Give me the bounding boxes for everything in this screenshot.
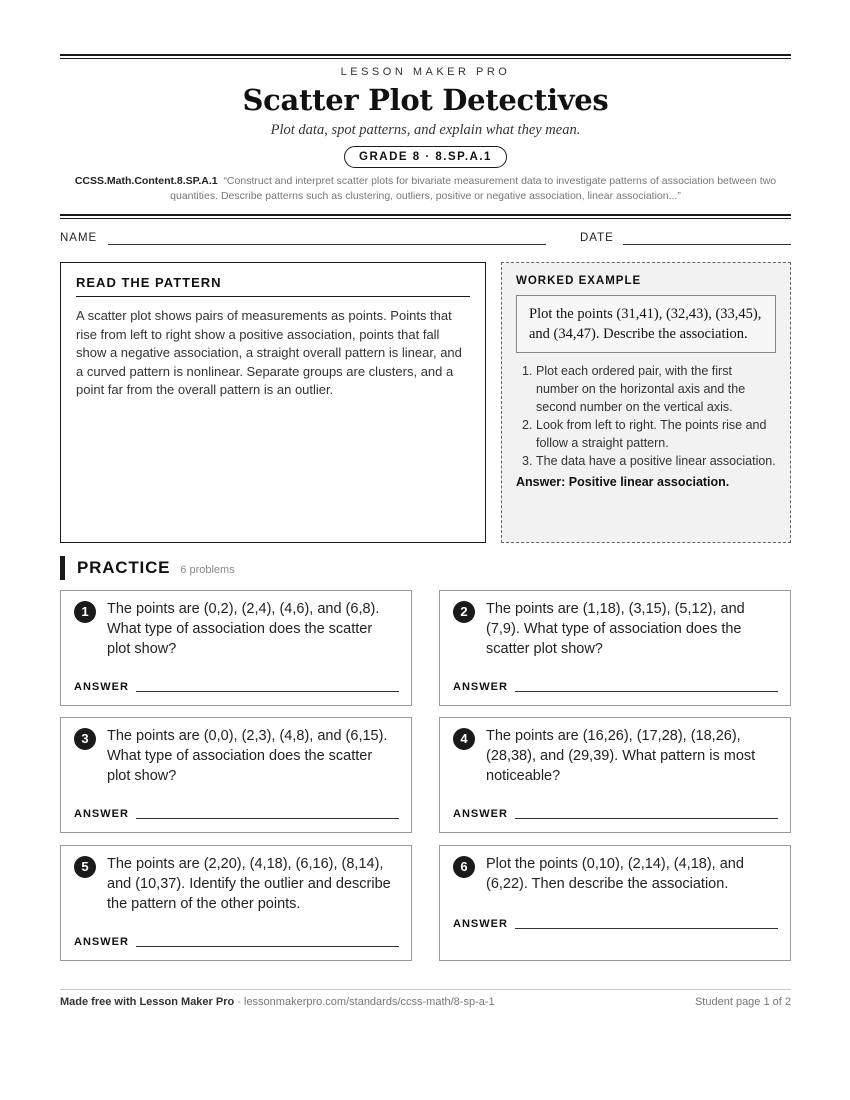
problem-text: The points are (16,26), (17,28), (18,26), (28,38), and (29,39). What pattern is most noticeable?: [486, 728, 756, 784]
answer-label: ANSWER: [74, 936, 129, 948]
problem-number-badge: 5: [74, 856, 96, 878]
problem-number-badge: 3: [74, 728, 96, 750]
answer-field[interactable]: [515, 818, 778, 819]
standard-text: “Construct and interpret scatter plots for bivariate measurement data to investigate patterns of association between two quantities. Describe patterns such as clustering, outliers, positive or negative association, linear association...”: [170, 175, 777, 202]
practice-header: [60, 556, 235, 580]
worked-step: [516, 452, 776, 470]
answer-row: [74, 936, 399, 948]
practice-problem-3: [60, 717, 412, 833]
answer-field[interactable]: [136, 818, 399, 819]
read-pattern-body: A scatter plot shows pairs of measurements as points. Points that rise from left to right show a positive association, points that fall show a negative association, a straight overall pattern is linear, and a curved pattern is nonlinear. Separate groups are clusters, and a point far from the overall pattern is an outlier.: [76, 308, 462, 397]
page-subtitle: Plot data, spot patterns, and explain what they mean.: [270, 122, 581, 138]
answer-field[interactable]: [136, 946, 399, 947]
problem-number-badge: 1: [74, 601, 96, 623]
problem-text: The points are (1,18), (3,15), (5,12), and (7,9). What type of association does the scatter plot show?: [486, 601, 745, 657]
read-the-pattern-box: [60, 262, 486, 543]
name-date-row: [60, 232, 791, 246]
answer-row: [453, 681, 778, 693]
problem-text: The points are (0,0), (2,3), (4,8), and (6,15). What type of association does the scatter plot show?: [107, 728, 388, 784]
worked-step: [516, 416, 776, 452]
problem-number-badge: 4: [453, 728, 475, 750]
name-label: NAME: [60, 232, 98, 244]
answer-label: ANSWER: [453, 918, 508, 930]
worked-example-steps: [516, 362, 776, 470]
date-field[interactable]: [623, 244, 791, 245]
step-number: 1.: [522, 364, 533, 378]
step-text: Look from left to right. The points rise and follow a straight pattern.: [536, 418, 767, 450]
step-number: 2.: [522, 418, 533, 432]
answer-row: [453, 808, 778, 820]
worked-example-heading: WORKED EXAMPLE: [516, 275, 642, 287]
answer-field[interactable]: [515, 928, 778, 929]
answer-label: ANSWER: [74, 681, 129, 693]
problem-text: The points are (0,2), (2,4), (4,6), and (6,8). What type of association does the scatter plot show?: [107, 601, 380, 657]
step-text: Plot each ordered pair, with the first number on the horizontal axis and the second number on the vertical axis.: [536, 364, 746, 414]
step-text: The data have a positive linear association.: [536, 454, 776, 468]
date-label: DATE: [580, 232, 614, 244]
practice-problem-5: [60, 845, 412, 961]
practice-problem-4: [439, 717, 791, 833]
step-number: 3.: [522, 454, 533, 468]
worked-example-box: [501, 262, 791, 543]
worksheet-page: [60, 0, 791, 1100]
answer-label: ANSWER: [453, 808, 508, 820]
answer-row: [453, 918, 778, 930]
grade-badge: GRADE 8 · 8.SP.A.1: [344, 146, 507, 168]
grade-badge-wrap: [60, 146, 791, 168]
footer-page-number: Student page 1 of 2: [694, 996, 791, 1008]
worked-step: [516, 362, 776, 416]
top-double-rule: [60, 54, 791, 59]
practice-problem-6: [439, 845, 791, 961]
read-pattern-heading: READ THE PATTERN: [76, 275, 470, 297]
brand-label: LESSON MAKER PRO: [340, 66, 511, 78]
footer-rule: [60, 989, 791, 990]
worked-example-problem: Plot the points (31,41), (32,43), (33,45), and (34,47). Describe the association.: [516, 295, 776, 353]
answer-row: [74, 808, 399, 820]
standard-description: [70, 174, 781, 204]
footer-made-with: Made free with Lesson Maker Pro: [60, 996, 235, 1008]
header-bottom-double-rule: [60, 214, 791, 219]
answer-label: ANSWER: [74, 808, 129, 820]
answer-field[interactable]: [136, 691, 399, 692]
answer-field[interactable]: [515, 691, 778, 692]
problem-number-badge: 6: [453, 856, 475, 878]
practice-problem-2: [439, 590, 791, 706]
name-field[interactable]: [108, 244, 546, 245]
worked-example-answer: Answer: Positive linear association.: [516, 475, 730, 489]
problem-text: The points are (2,20), (4,18), (6,16), (8,14), and (10,37). Identify the outlier and describe the pattern of the other points.: [107, 856, 391, 912]
page-title: Scatter Plot Detectives: [242, 83, 609, 117]
answer-row: [74, 681, 399, 693]
problem-number-badge: 2: [453, 601, 475, 623]
footer-credit: [60, 996, 495, 1008]
problem-text: Plot the points (0,10), (2,14), (4,18), and (6,22). Then describe the association.: [486, 856, 744, 892]
footer-url[interactable]: · lessonmakerpro.com/standards/ccss-math/8-sp-a-1: [234, 996, 495, 1008]
standard-code: CCSS.Math.Content.8.SP.A.1: [74, 175, 218, 187]
practice-count: 6 problems: [180, 563, 235, 576]
practice-title: PRACTICE: [77, 558, 171, 577]
answer-label: ANSWER: [453, 681, 508, 693]
practice-problem-1: [60, 590, 412, 706]
